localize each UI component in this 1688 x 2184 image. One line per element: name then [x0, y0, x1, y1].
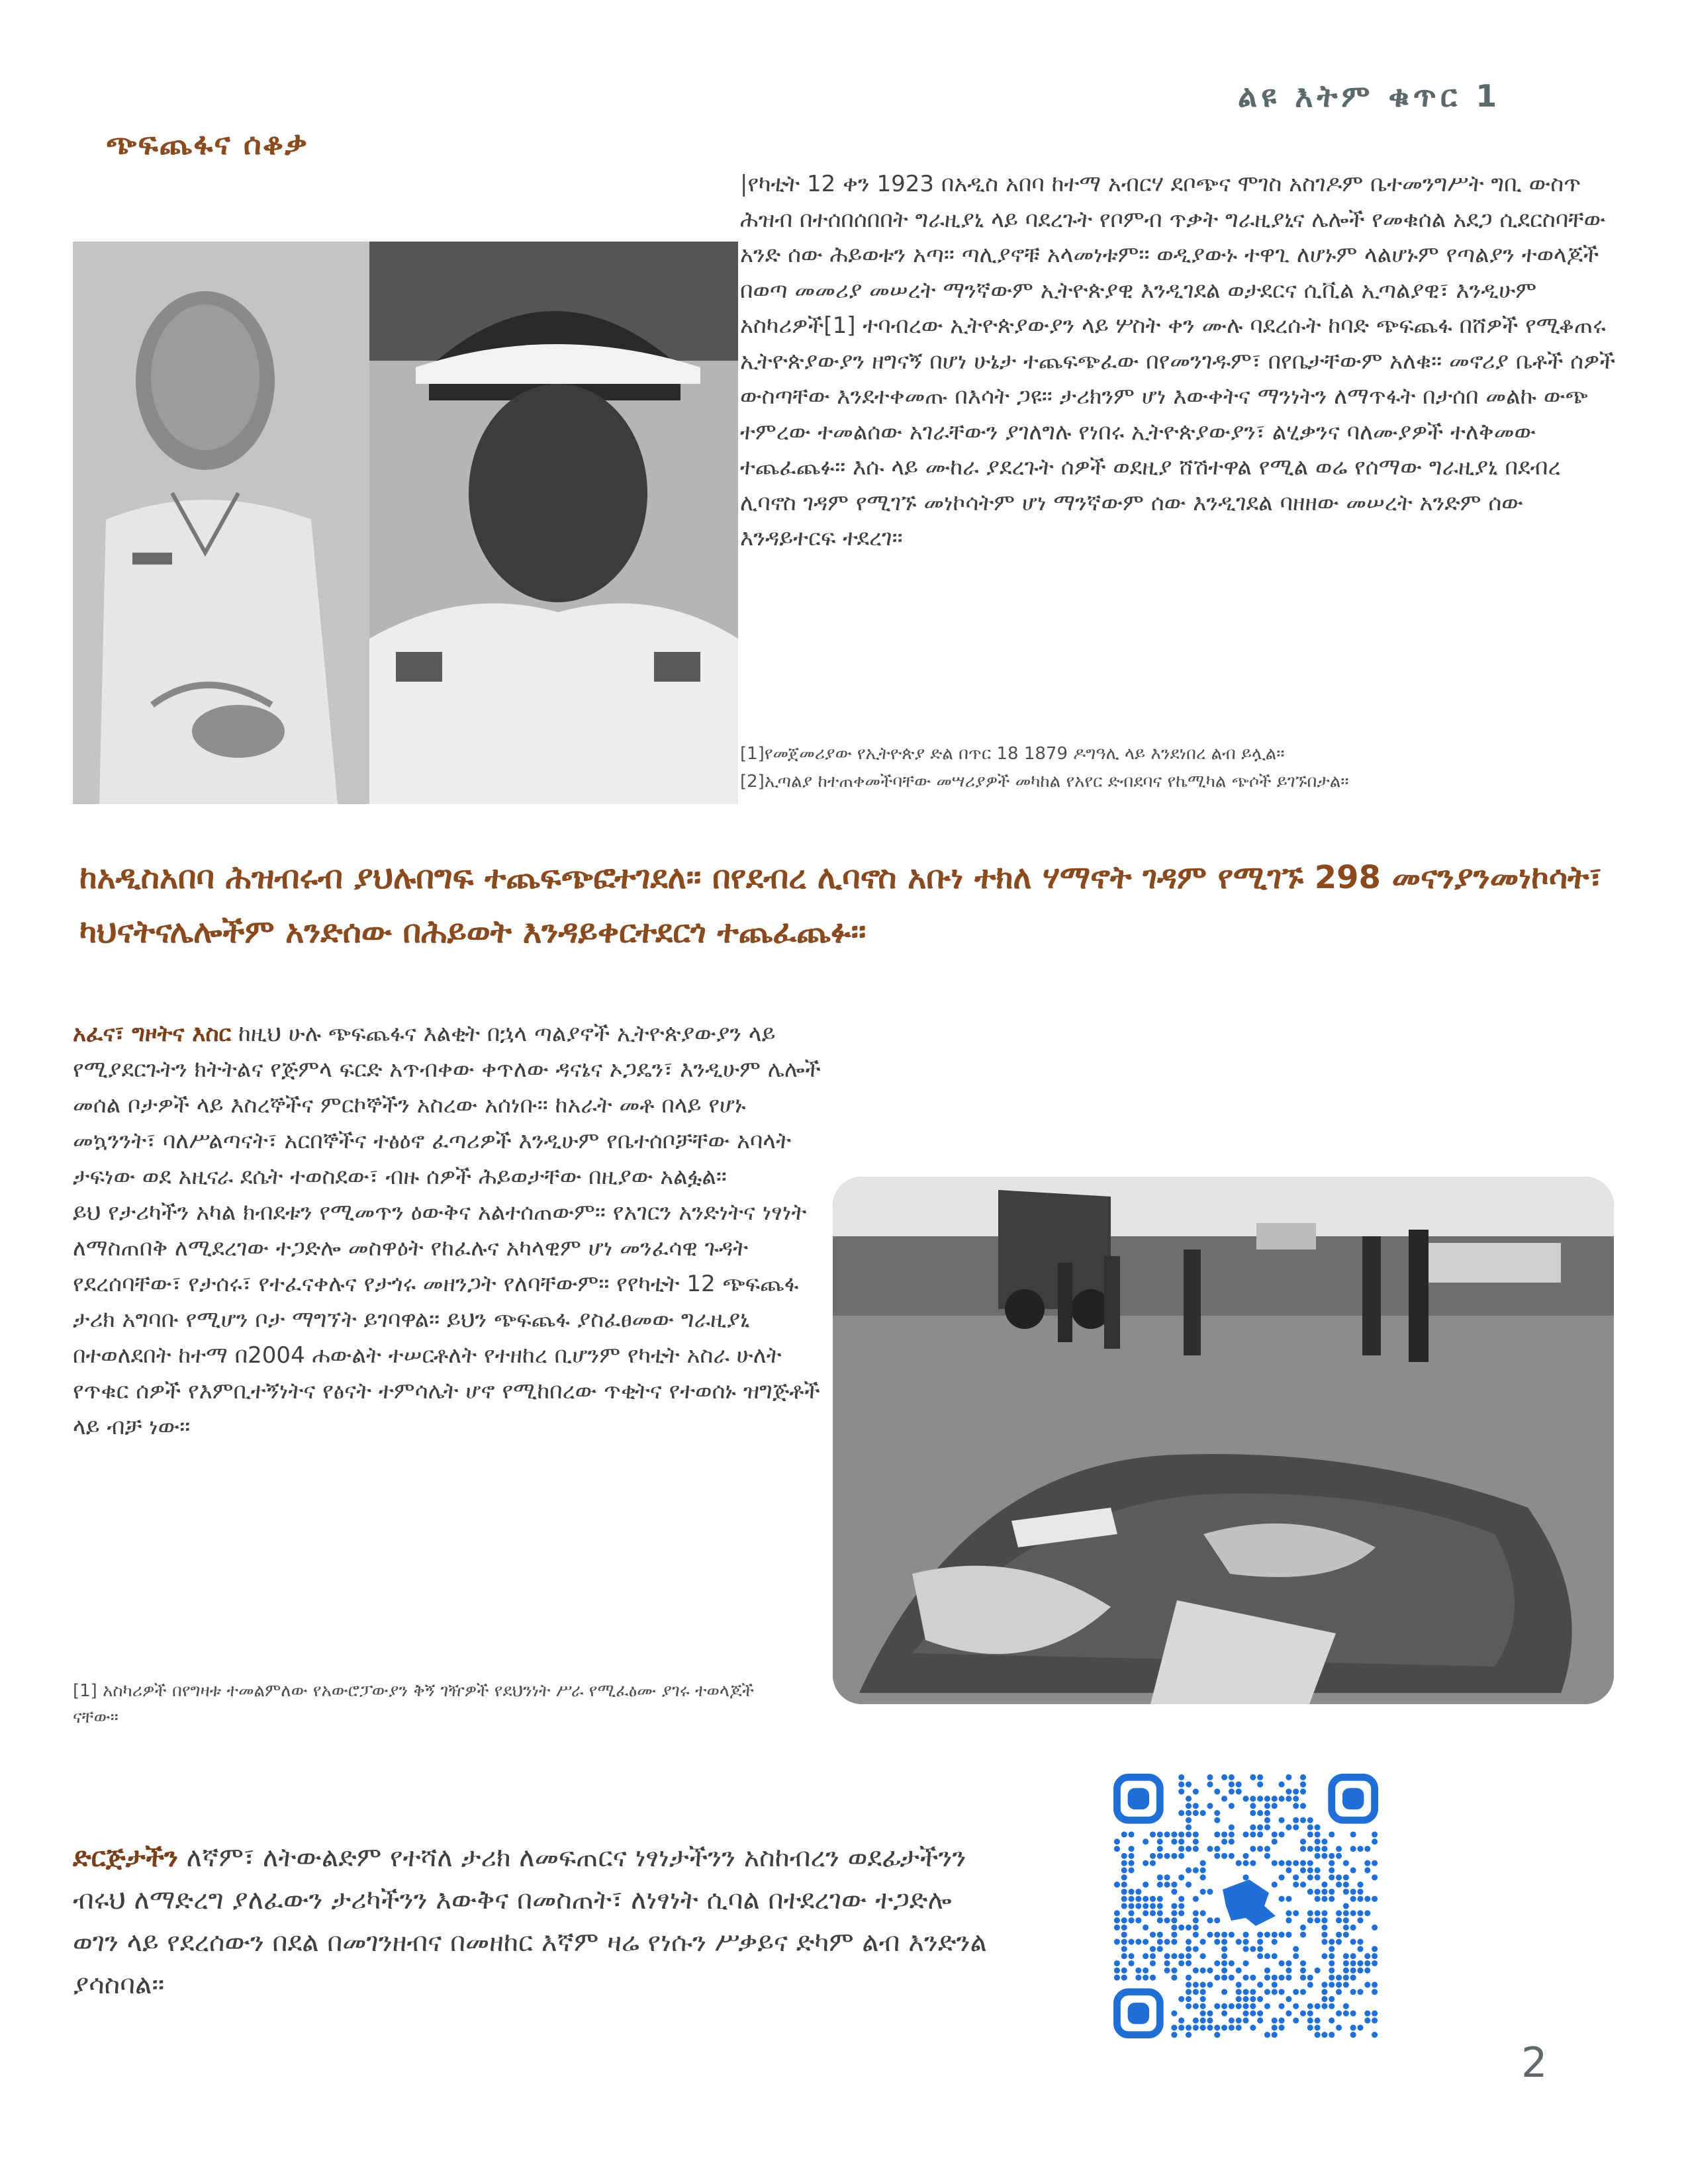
page-number: 2 — [1521, 2038, 1548, 2087]
body-lead-heading: አፈና፣ ግዞትና እስር — [73, 1021, 232, 1047]
headline: ከአዲስአበባ ሕዝብሩብ ያህሉበግፍ ተጨፍጭፎተገደለ፡፡ በየደብረ ሊባኖስ አቡነ ተክለ ሃማኖት ገዳም የሚገኙ 298 መናንያንመነኮሳት፣ ካህናትናሌሎችም አንድሰው በሕይወት እንዳይቀርተደርጎ ተጨፈጨፉ፡፡ — [79, 859, 1603, 950]
portraits-photo — [73, 242, 738, 804]
intro-paragraph — [740, 167, 1620, 557]
qr-code-icon[interactable] — [1113, 1774, 1378, 2038]
qr-code-graphic — [1113, 1774, 1378, 2038]
closing-text: ለኛም፣ ለትውልድም የተሻለ ታሪክ ለመፍጠርና ነፃነታችንን አስከብረን ወደፊታችንን ብሩህ ለማድረግ ያለፈውን ታሪካችንን እውቅና በመስጠት፣ ለነፃነት ሲባል በተደረገው ተጋድሎ ወገን ላይ የደረሰውን በደል በመገንዘብና በመዘከር እኛም ዛሬ የነሱን ሥቃይና ድካም ልብ እንድንል ያሳስባል፡፡ — [73, 1843, 987, 2000]
closing-lead: ድርጅታችን — [73, 1843, 178, 1873]
intro-footnotes — [740, 740, 1620, 796]
intro-text: |የካቲት 12 ቀን 1923 በአዲስ አበባ ከተማ አብርሃ ደቦጭና ሞገስ አስገዶም ቤተመንግሥት ግቢ ውስጥ ሕዝብ በተሰበሰበበት ግራዚያኒ ላይ ባደረጉት የቦምብ ጥቃት ግራዚያኒና ሌሎች የመቁሰል አደጋ ሲደርስባቸው አንድ ሰው ሕይወቱን አጣ፡፡ ጣሊያኖቹ አላመነቱም፡፡ ወዲያውኑ ተዋጊ ለሆኑም ላልሆኑም የጣልያን ተወላጆች በወጣ መመሪያ መሠረት ማንኛውም ኢትዮጵያዊ እንዲገደል ወታደርና ሲቪል ኢጣልያዊ፣ እንዲሁም አስካሪዎች[1] ተባብረው ኢትዮጵያውያን ላይ ሦስት ቀን ሙሉ ባደረሱት ከባድ ጭፍጨፋ በሸዎች የሚቆጠሩ ኢትዮጵያውያን ዘግናኝ በሆነ ሁኔታ ተጨፍጭፈው በየመንገዱም፣ በየቤታቸውም አለቁ፡፡ መኖሪያ ቤቶች ሰዎች ውስጣቸው እንደተቀመጡ በእሳት ጋዩ፡፡ ታሪክንም ሆነ እውቀትና ማንነትን ለማጥፋት በታሰበ መልኩ ውጭ ተምረው ተመልሰው አገራቸውን ያገለግሉ የነበሩ ኢትዮጵያውያን፣ ልሂቃንና ባለሙያዎች ተለቅመው ተጨፈጨፉ፡፡ እሱ ላይ ሙከራ ያደረጉት ሰዎች ወደዚያ ሸሽተዋል የሚል ወሬ የሰማው ግራዚያኒ በደብረ ሊባኖስ ገዳም የሚገኙ መነኮሳትም ሆነ ማንኛውም ሰው እንዲገደል ባዘዘው መሠረት አንድም ሰው እንዳይተርፍ ተደረገ፡፡ — [740, 171, 1616, 551]
massacre-photo — [833, 1177, 1614, 1704]
section-title: ጭፍጨፋና ሰቆቃ — [106, 126, 308, 161]
portrait-right — [369, 242, 738, 804]
body-paragraph-2: ይህ የታሪካችን አካል ክብደቱን የሚመጥን ዕውቅና አልተሰጠውም፡፡ የአገርን አንድነትና ነፃነት ለማስጠበቅ ለሚደረገው ተጋድሎ መስዋዕት የከፈሉና አካላዊም ሆነ መንፈሳዊ ጉዳት የደረሰባቸው፣ የታሰሩ፣ የተፈናቀሉና የታጎሩ መዘንጋት የለባቸውም፡፡ የየካቲት 12 ጭፍጨፋ ታሪክ አግባቡ የሚሆን ቦታ ማግኘት ይገባዋል፡፡ ይህን ጭፍጨፋ ያስፈፀመው ግራዚያኒ በተወለደበት ከተማ በ2004 ሐውልት ተሠርቶለት የተዘከረ ቢሆንም የካቲት አስራ ሁለት የጥቁር ሰዎች የእምቢተኝነትና የፅናት ተምሳሌት ሆኖ የሚከበረው ጥቂትና የተወሰኑ ዝግጅቶች ላይ ብቻ ነው፡፡ — [73, 1199, 820, 1440]
portrait-left — [73, 242, 369, 804]
footnote-2: [2]ኢጣልያ ከተጠቀመችባቸው መሣሪያዎች መካከል የአየር ድብደባና የኬሚካል ጭሶች ይገኙበታል፡፡ — [740, 772, 1349, 792]
body-section — [73, 1016, 821, 1445]
body-paragraph-1 — [73, 1016, 821, 1195]
issue-label: ልዩ እትም ቁጥር 1 — [1238, 78, 1501, 114]
body-footnote: [1] አስካሪዎች በየግዛቱ ተመልምለው የአውሮፓውያን ቅኝ ገዥዎች የደህንነት ሥራ የሚፈፅሙ ያገሩ ተወላጆች ናቸው፡፡ — [73, 1681, 755, 1727]
footnote-1: [1]የመጀመሪያው የኢትዮጵያ ድል በጥር 18 1879 ዶግዓሊ ላይ እንደነበረ ልብ ይሏል፡፡ — [740, 744, 1285, 764]
body-paragraph-1-text: ከዚህ ሁሉ ጭፍጨፋና እልቂት በኋላ ጣልያኖች ኢትዮጵያውያን ላይ የሚያደርጉትን ክትትልና የጅምላ ፍርድ አጥብቀው ቀጥለው ዳናኔና ኦጋዴን፣ እንዲሁም ሌሎች መሰል ቦታዎች ላይ እስረኞችና ምርኮኞችን አስረው አሰነቡ፡፡ ከአራት መቶ በላይ የሆኑ መኳንንት፣ ባለሥልጣናት፣ አርበኞችና ተፅዕኖ ፈጣሪዎች እንዲሁም የቤተሰቦቻቸው አባላት ታፍነው ወደ አዚናራ ደሴት ተወስደው፣ ብዙ ሰዎች ሕይወታቸው በዚያው አልፏል፡፡ — [73, 1021, 821, 1190]
closing-paragraph — [73, 1837, 1000, 2006]
